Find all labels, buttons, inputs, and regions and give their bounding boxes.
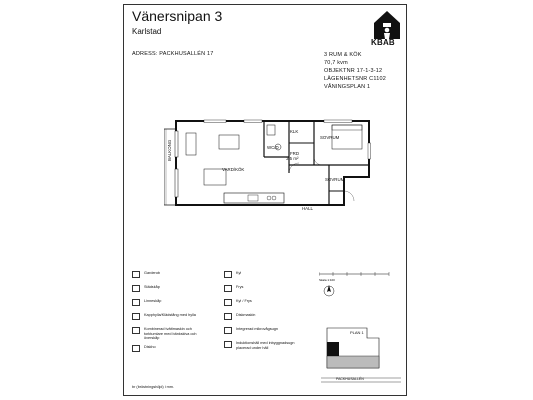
label-sovrum-2: SOVRUM (325, 177, 345, 182)
label-frd-area: 3.5 m² (286, 156, 299, 161)
area-text: 70,7 kvm (324, 60, 348, 66)
city-name: Karlstad (132, 27, 162, 36)
label-hall: HALL (302, 206, 313, 211)
fridge-icon (224, 271, 232, 278)
legend-item: Integrerad mikrovågsugn (224, 327, 296, 334)
legend-item: Kyl / Frys (224, 299, 296, 306)
footnote: br (bröstningshöjd) i mm. (132, 385, 174, 389)
closet-icon (132, 285, 140, 292)
legend-item: Kyl (224, 271, 296, 278)
induction-hob-icon (224, 341, 232, 348)
label-wc-d: WC/D (267, 145, 279, 150)
label-frd: FRD (290, 151, 300, 156)
scale-text: Skala 1:100 (319, 278, 335, 282)
legend-item: Garderob (132, 271, 204, 278)
street-label: PACKHUSALLÉN (336, 377, 364, 381)
fridge-freezer-icon (224, 299, 232, 306)
floor-plan-drawing (164, 113, 379, 221)
linen-icon (132, 299, 140, 306)
legend-item: Diskho (132, 345, 204, 352)
label-balkong: BALKONG (167, 139, 172, 161)
scale-bar (319, 270, 399, 282)
legend-item: Kombinerad tvättmaskin och torktumlare med bänkskiva och överskåp (132, 327, 204, 341)
dryer-icon (132, 345, 140, 352)
logo-text: KBAB (371, 38, 395, 47)
legend-item: Städskåp (132, 285, 204, 292)
label-vardagsrum-kok: VARD/KÖK (222, 167, 245, 172)
legend-item: Diskmaskin (224, 313, 296, 320)
legend (132, 271, 312, 361)
address-line: ADRESS: PACKHUSALLÉN 17 (132, 51, 214, 57)
floor-number: VÅNINGSPLAN 1 (324, 84, 371, 90)
legend-item: Linneskåp (132, 299, 204, 306)
label-sovrum-1: SOVRUM (320, 135, 340, 140)
site-plan-label: PLAN 1 (350, 330, 364, 335)
microwave-icon (224, 327, 232, 334)
hanger-icon (132, 313, 140, 320)
page-title: Vänersnipan 3 (132, 8, 223, 24)
apartment-info (324, 51, 386, 91)
dishwasher-icon (224, 313, 232, 320)
wardrobe-icon (132, 271, 140, 278)
floor-plan-sheet (123, 4, 407, 396)
rooms-text: 3 RUM & KÖK (324, 52, 362, 58)
washer-dryer-icon (132, 327, 140, 334)
legend-item: Induktionshäll med inbyggnadsugn placerad under häll (224, 341, 296, 350)
freezer-icon (224, 285, 232, 292)
compass-icon (322, 284, 336, 298)
legend-item: Kapphylla/Klädstång med hylla (132, 313, 204, 320)
apartment-number: LÄGENHETSNR C1102 (324, 76, 386, 82)
label-klk: KLK (290, 129, 299, 134)
object-number: OBJEKTNR 17-1-3-12 (324, 68, 383, 74)
legend-item: Frys (224, 285, 296, 292)
